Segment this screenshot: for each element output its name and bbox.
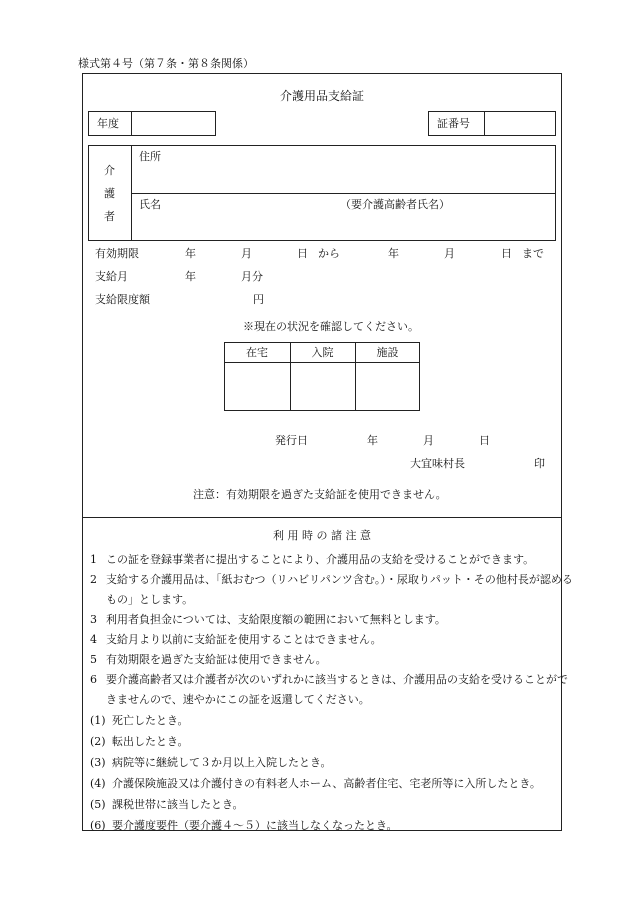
validity-from-day: 日 bbox=[297, 247, 308, 260]
note-item-6-cont bbox=[106, 693, 370, 707]
supply-month-month: 月分 bbox=[241, 270, 263, 283]
note-item-1 bbox=[90, 553, 534, 567]
subnote-item bbox=[90, 714, 189, 728]
cert-number-label: 証番号 bbox=[437, 117, 470, 130]
note-item-2-cont bbox=[106, 593, 193, 607]
subnote-text: 病院等に継続して３か月以上入院したとき。 bbox=[112, 756, 332, 769]
note-number: 6 bbox=[90, 673, 97, 686]
issue-date-label: 発行日 bbox=[275, 434, 308, 447]
subnote-number: (2) bbox=[90, 735, 106, 748]
status-header-hospital: 入院 bbox=[311, 346, 334, 359]
subnote-number: (5) bbox=[90, 798, 106, 811]
status-header-home: 在宅 bbox=[246, 346, 268, 359]
subnote-number: (3) bbox=[90, 756, 106, 769]
note-text: もの」とします。 bbox=[106, 593, 194, 606]
note-number: 3 bbox=[90, 613, 97, 626]
issue-day: 日 bbox=[479, 434, 490, 447]
subnote-number: (4) bbox=[90, 777, 106, 790]
validity-label: 有効期限 bbox=[95, 247, 139, 260]
note-item-3 bbox=[90, 613, 446, 627]
subnote-number: (1) bbox=[90, 714, 106, 727]
note-item-6 bbox=[90, 673, 568, 687]
notes-title: 利 用 時 の 諸 注 意 bbox=[273, 529, 371, 542]
seal-mark: 印 bbox=[534, 457, 545, 470]
issue-month: 月 bbox=[423, 434, 434, 447]
note-text: きませんので、速やかにこの証を返還してください。 bbox=[106, 693, 370, 706]
form-number-header: 様式第４号（第７条・第８条関係） bbox=[78, 57, 254, 70]
status-cell-home[interactable] bbox=[225, 363, 290, 410]
note-text: この証を登録事業者に提出することにより、介護用品の支給を受けることができます。 bbox=[106, 553, 535, 566]
status-cell-hospital[interactable] bbox=[291, 363, 355, 410]
subnote-item bbox=[90, 777, 541, 791]
name-field[interactable] bbox=[175, 212, 550, 238]
note-item-5 bbox=[90, 653, 327, 667]
note-text: 支給する介護用品は、「紙おむつ（リハビリパンツ含む。）・尿取りパット・その他村長が認める bbox=[106, 573, 573, 586]
validity-to-day: 日 bbox=[501, 247, 512, 260]
validity-to-year: 年 bbox=[388, 247, 399, 260]
note-number: 2 bbox=[90, 573, 97, 586]
subnote-text: 死亡したとき。 bbox=[112, 714, 189, 727]
subnote-item bbox=[90, 819, 398, 833]
subnote-item bbox=[90, 756, 332, 770]
status-note: ※現在の状況を確認してください。 bbox=[243, 320, 419, 333]
year-field[interactable] bbox=[132, 112, 215, 135]
subnote-item bbox=[90, 798, 244, 812]
caregiver-label-char-1: 介 bbox=[104, 164, 115, 177]
note-number: 5 bbox=[90, 653, 97, 666]
issue-year: 年 bbox=[367, 434, 378, 447]
address-label: 住所 bbox=[139, 150, 161, 163]
care-recipient-name-label: （要介護高齢者氏名） bbox=[340, 198, 450, 211]
validity-from-label: から bbox=[318, 247, 340, 260]
cert-number-field[interactable] bbox=[485, 112, 555, 135]
limit-unit: 円 bbox=[253, 293, 264, 306]
note-number: 1 bbox=[90, 553, 97, 566]
note-item-2 bbox=[90, 573, 573, 587]
year-label: 年度 bbox=[97, 117, 119, 130]
name-label: 氏名 bbox=[139, 198, 161, 211]
issuer-name: 大宜味村長 bbox=[410, 457, 465, 470]
caregiver-row-divider bbox=[131, 193, 556, 194]
note-text: 有効期限を過ぎた支給証は使用できません。 bbox=[106, 653, 327, 666]
validity-from-year: 年 bbox=[185, 247, 196, 260]
section-divider bbox=[82, 517, 562, 518]
note-text: 利用者負担金については、支給限度額の範囲において無料とします。 bbox=[106, 613, 446, 626]
subnote-text: 課税世帯に該当したとき。 bbox=[112, 798, 244, 811]
address-field[interactable] bbox=[175, 150, 550, 188]
subnote-number: (6) bbox=[90, 819, 106, 832]
subnote-text: 要介護度要件（要介護４～５）に該当しなくなったとき。 bbox=[112, 819, 398, 832]
subnote-item bbox=[90, 735, 189, 749]
limit-label: 支給限度額 bbox=[95, 293, 150, 306]
validity-from-month: 月 bbox=[241, 247, 252, 260]
note-item-4 bbox=[90, 633, 382, 647]
status-header-facility: 施設 bbox=[376, 346, 399, 359]
validity-to-month: 月 bbox=[444, 247, 455, 260]
supply-month-year: 年 bbox=[185, 270, 196, 283]
caregiver-label-char-3: 者 bbox=[104, 210, 115, 223]
subnote-text: 介護保険施設又は介護付きの有料老人ホーム、高齢者住宅、宅老所等に入所したとき。 bbox=[112, 777, 541, 790]
note-number: 4 bbox=[90, 633, 97, 646]
validity-to-label: まで bbox=[522, 247, 544, 260]
certificate-title: 介護用品支給証 bbox=[279, 89, 364, 103]
note-text: 要介護高齢者又は介護者が次のいずれかに該当するときは、介護用品の支給を受けることがで bbox=[106, 673, 568, 686]
note-text: 支給月より以前に支給証を使用することはできません。 bbox=[106, 633, 382, 646]
subnote-text: 転出したとき。 bbox=[112, 735, 189, 748]
caregiver-label-char-2: 護 bbox=[104, 187, 115, 200]
status-cell-facility[interactable] bbox=[356, 363, 419, 410]
supply-month-label: 支給月 bbox=[95, 270, 128, 283]
expiry-warning: 注意：有効期限を過ぎた支給証を使用できません。 bbox=[193, 488, 447, 501]
